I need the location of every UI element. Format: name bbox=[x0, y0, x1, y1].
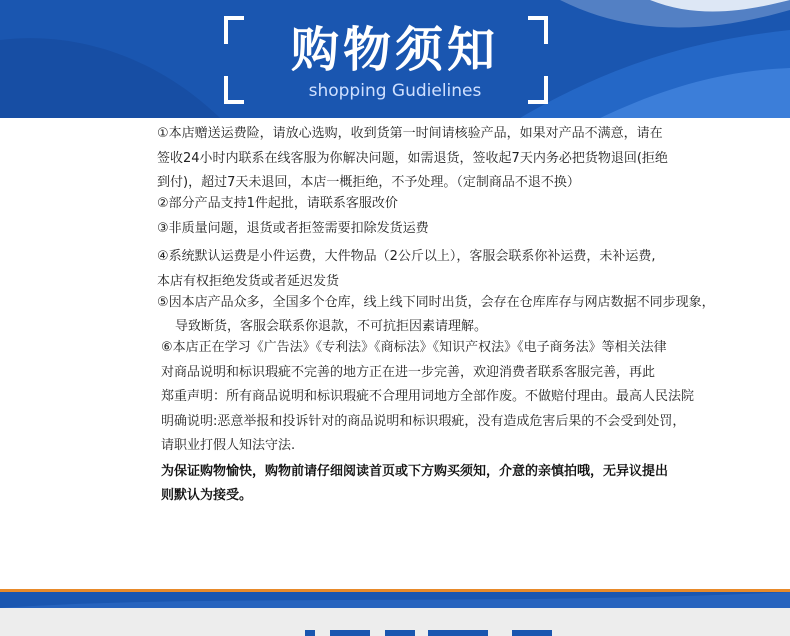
footer-wave bbox=[0, 592, 790, 608]
next-section-decoration bbox=[385, 630, 415, 636]
notice-line: 导致断货，客服会联系你退款，不可抗拒因素请理解。 bbox=[175, 319, 488, 334]
header-banner bbox=[0, 0, 790, 118]
next-section-decoration bbox=[305, 630, 315, 636]
next-section-decoration bbox=[330, 630, 370, 636]
notice-line: ④系统默认运费是小件运费，大件物品（2公斤以上），客服会联系你补运费，未补运费, bbox=[157, 249, 656, 264]
notice-line: 请职业打假人知法守法. bbox=[161, 438, 296, 453]
page-subtitle: shopping Gudielines bbox=[308, 81, 482, 101]
notice-line: ②部分产品支持1件起批，请联系客服改价 bbox=[157, 196, 398, 211]
next-section-decoration bbox=[428, 630, 488, 636]
notice-line: 明确说明:恶意举报和投诉针对的商品说明和标识瑕疵，没有造成危害后果的不会受到处罚， bbox=[161, 414, 686, 429]
notice-content bbox=[0, 118, 790, 588]
notice-line: 郑重声明：所有商品说明和标识瑕疵不合理用词地方全部作废。不做赔付理由。最高人民法院 bbox=[161, 389, 695, 404]
notice-line: 对商品说明和标识瑕疵不完善的地方正在进一步完善，欢迎消费者联系客服完善，再此 bbox=[161, 365, 656, 380]
corner-bracket-top-left bbox=[224, 16, 244, 44]
notice-line: ①本店赠送运费险，请放心选购，收到货第一时间请核验产品，如果对产品不满意，请在 bbox=[157, 126, 663, 141]
corner-bracket-bottom-left bbox=[224, 76, 244, 104]
notice-line: ⑤因本店产品众多，全国多个仓库，线上线下同时出货，会存在仓库库存与网店数据不同步现象， bbox=[157, 295, 715, 310]
next-section-decoration bbox=[512, 630, 552, 636]
footer-banner bbox=[0, 592, 790, 608]
notice-line: 本店有权拒绝发货或者延迟发货 bbox=[157, 274, 340, 289]
closing-line: 则默认为接受。 bbox=[161, 488, 253, 503]
notice-line: ③非质量问题，退货或者拒签需要扣除发货运费 bbox=[157, 221, 429, 236]
page-title: 购物须知 bbox=[290, 22, 499, 78]
next-section-strip bbox=[0, 608, 790, 636]
closing-line: 为保证购物愉快，购物前请仔细阅读首页或下方购买须知，介意的亲慎拍哦，无异议提出 bbox=[161, 464, 669, 479]
notice-line: 签收24小时内联系在线客服为你解决问题，如需退货，签收起7天内务必把货物退回(拒绝 bbox=[157, 151, 668, 166]
notice-line: ⑥本店正在学习《广告法》《专利法》《商标法》《知识产权法》《电子商务法》等相关法律 bbox=[161, 340, 667, 355]
notice-line: 到付)，超过7天未退回，本店一概拒绝，不予处理。（定制商品不退不换） bbox=[157, 175, 580, 190]
